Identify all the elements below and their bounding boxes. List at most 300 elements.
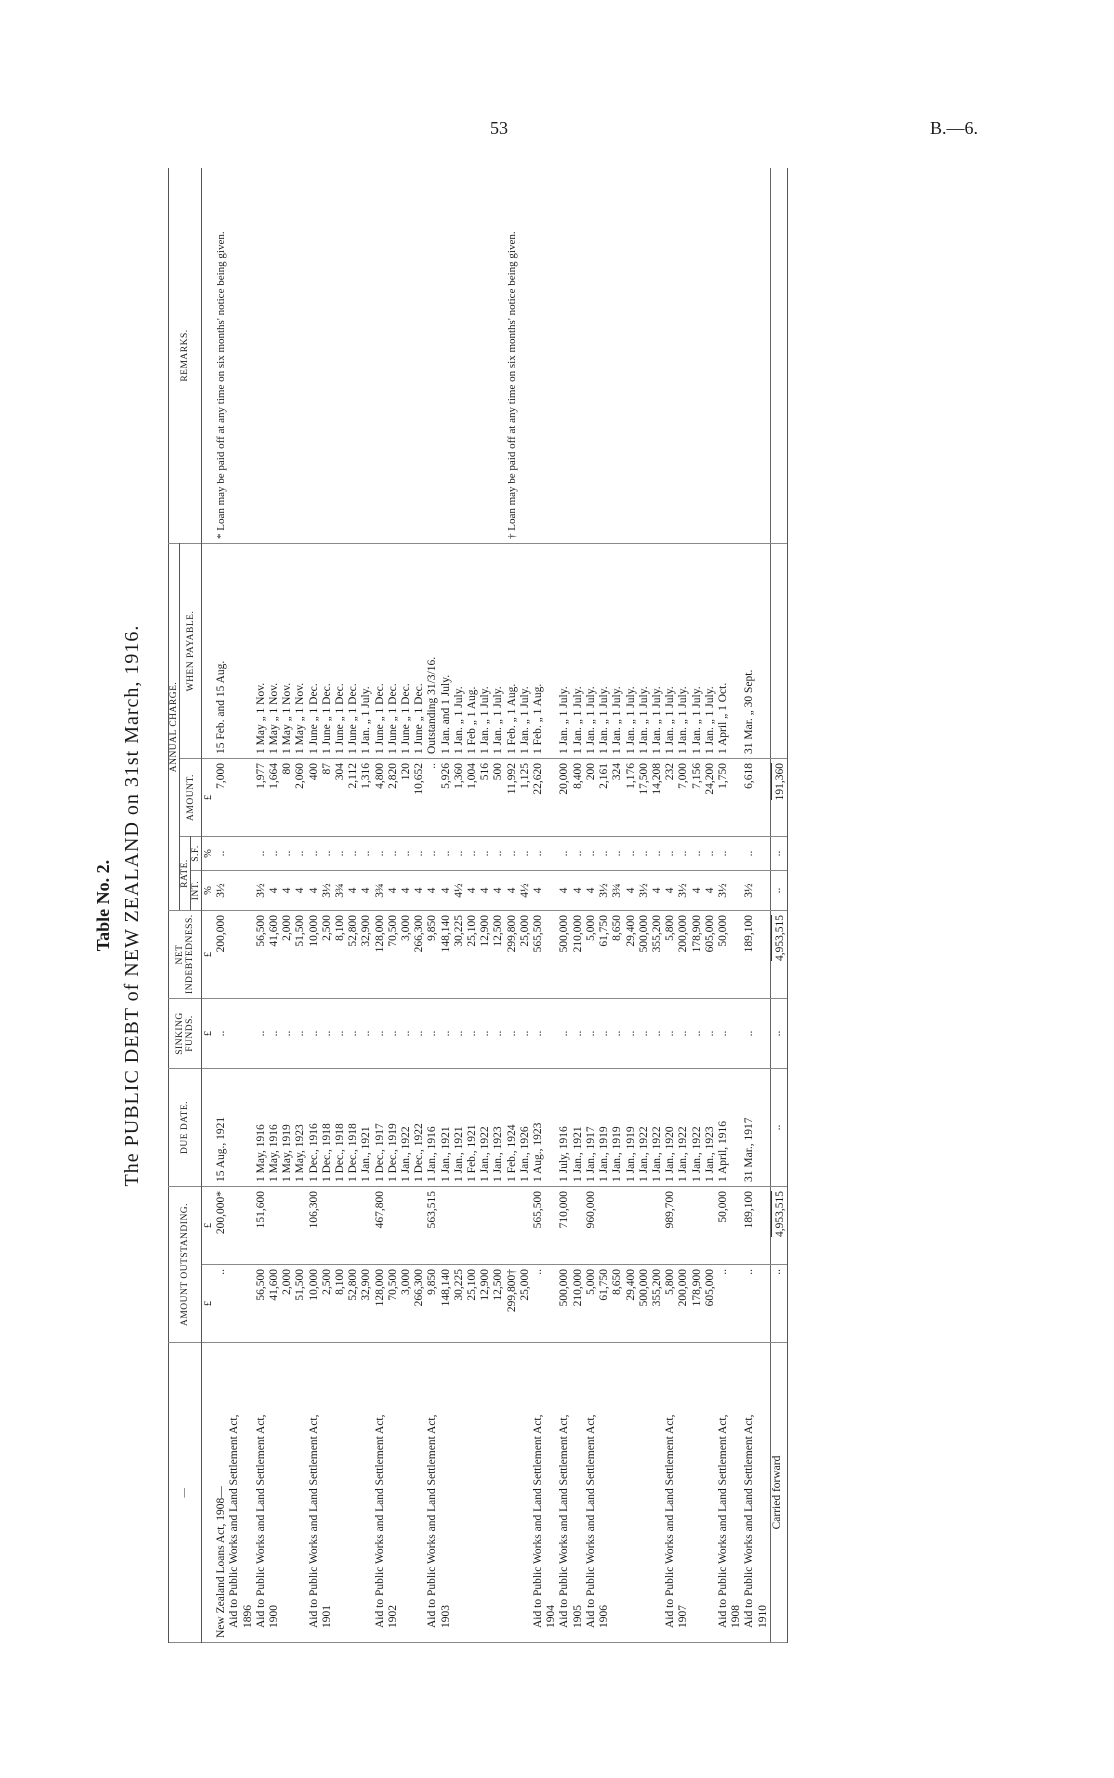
group-total-cell bbox=[479, 1187, 492, 1265]
group-total-cell bbox=[387, 1187, 400, 1265]
rate-int-cell: 4 bbox=[664, 871, 677, 911]
unit-pound: £ bbox=[202, 911, 216, 999]
sinking-funds-cell: .. bbox=[387, 999, 400, 1069]
rate-sf-cell: .. bbox=[651, 837, 664, 871]
rate-sf-cell: .. bbox=[453, 837, 466, 871]
table-row bbox=[704, 168, 717, 1643]
when-payable-cell: 1 Jan. „ 1 July. bbox=[651, 544, 664, 759]
net-indebtedness-cell: 266,300 bbox=[413, 911, 426, 999]
rate-int-cell bbox=[757, 871, 771, 911]
net-indebtedness-cell: 3,000 bbox=[400, 911, 413, 999]
due-date-cell: 1 Jan., 1921 bbox=[440, 1069, 453, 1187]
sinking-funds-cell: .. bbox=[347, 999, 360, 1069]
rate-int-cell: 3½ bbox=[717, 871, 730, 911]
group-total-cell: 565,500 bbox=[532, 1187, 545, 1265]
rotated-table-frame bbox=[90, 168, 990, 1643]
when-payable-cell: 1 Jan. „ 1 July. bbox=[360, 544, 373, 759]
when-payable-cell: 1 June „ 1 Dec. bbox=[308, 544, 321, 759]
rate-sf-cell bbox=[545, 837, 558, 871]
net-indebtedness-cell: 210,000 bbox=[572, 911, 585, 999]
carried-when bbox=[770, 544, 787, 759]
remarks-cell bbox=[743, 168, 756, 544]
remarks-cell bbox=[453, 168, 466, 544]
group-name-line bbox=[506, 1343, 519, 1643]
group-total-cell bbox=[545, 1187, 558, 1265]
amount-outstanding-cell: 70,500 bbox=[387, 1265, 400, 1343]
net-indebtedness-cell: 200,000 bbox=[215, 911, 228, 999]
table-row bbox=[545, 168, 558, 1643]
due-date-cell: 1 Dec., 1916 bbox=[308, 1069, 321, 1187]
net-indebtedness-cell: 61,750 bbox=[598, 911, 611, 999]
rate-int-cell: 4 bbox=[400, 871, 413, 911]
sinking-funds-cell: .. bbox=[281, 999, 294, 1069]
amount-outstanding-cell: 355,200 bbox=[651, 1265, 664, 1343]
remarks-cell bbox=[228, 168, 241, 544]
carried-amount: 191,360 bbox=[771, 763, 787, 800]
due-date-cell: 1 Aug., 1923 bbox=[532, 1069, 545, 1187]
due-date-cell: 1 Jan., 1922 bbox=[479, 1069, 492, 1187]
when-payable-cell: 15 Feb. and 15 Aug. bbox=[215, 544, 228, 759]
when-payable-cell: 1 Feb. „ 1 Aug. bbox=[506, 544, 519, 759]
rate-int-cell bbox=[228, 871, 241, 911]
rate-int-cell: 4 bbox=[281, 871, 294, 911]
group-name-line: Aid to Public Works and Land Settlement Act, bbox=[717, 1343, 730, 1643]
sinking-funds-cell: .. bbox=[625, 999, 638, 1069]
when-payable-cell: 1 June „ 1 Dec. bbox=[387, 544, 400, 759]
net-indebtedness-cell: 299,800 bbox=[506, 911, 519, 999]
group-total-cell bbox=[268, 1187, 281, 1265]
table-row bbox=[374, 168, 387, 1643]
rate-int-cell: 3½ bbox=[677, 871, 690, 911]
annual-amount-cell: 232 bbox=[664, 759, 677, 837]
group-name-line bbox=[625, 1343, 638, 1643]
remarks-cell bbox=[374, 168, 387, 544]
due-date-cell: 1 Dec., 1919 bbox=[387, 1069, 400, 1187]
sinking-funds-cell bbox=[228, 999, 241, 1069]
group-name-line bbox=[492, 1343, 505, 1643]
group-name-line: 1902 bbox=[387, 1343, 400, 1643]
remarks-cell bbox=[625, 168, 638, 544]
table-row bbox=[532, 168, 545, 1643]
amount-outstanding-cell: 500,000 bbox=[638, 1265, 651, 1343]
rate-sf-cell: .. bbox=[294, 837, 307, 871]
table-row bbox=[255, 168, 268, 1643]
sinking-funds-cell: .. bbox=[743, 999, 756, 1069]
sinking-funds-cell: .. bbox=[453, 999, 466, 1069]
amount-outstanding-cell bbox=[730, 1265, 743, 1343]
net-indebtedness-cell: 189,100 bbox=[743, 911, 756, 999]
annual-amount-cell bbox=[545, 759, 558, 837]
due-date-cell: 1 May, 1916 bbox=[268, 1069, 281, 1187]
annual-amount-cell: .. bbox=[426, 759, 439, 837]
due-date-cell bbox=[228, 1069, 241, 1187]
annual-amount-cell: 24,200 bbox=[704, 759, 717, 837]
rate-sf-cell: .. bbox=[532, 837, 545, 871]
net-indebtedness-cell: 200,000 bbox=[677, 911, 690, 999]
remarks-cell bbox=[400, 168, 413, 544]
col-net-indebtedness: NET INDEBTEDNESS. bbox=[169, 911, 202, 999]
sinking-funds-cell: .. bbox=[585, 999, 598, 1069]
col-when-payable: WHEN PAYABLE. bbox=[180, 544, 202, 759]
table-row bbox=[387, 168, 400, 1643]
group-name-line: Aid to Public Works and Land Settlement Act, bbox=[585, 1343, 598, 1643]
amount-outstanding-cell: 41,600 bbox=[268, 1265, 281, 1343]
group-name-line: 1907 bbox=[677, 1343, 690, 1643]
amount-outstanding-cell: 5,000 bbox=[585, 1265, 598, 1343]
rate-int-cell: 3¾ bbox=[334, 871, 347, 911]
group-name-line: 1903 bbox=[440, 1343, 453, 1643]
due-date-cell: 1 Dec., 1917 bbox=[374, 1069, 387, 1187]
table-row bbox=[611, 168, 624, 1643]
due-date-cell: 1 Feb., 1921 bbox=[466, 1069, 479, 1187]
due-date-cell: 1 Jan., 1919 bbox=[625, 1069, 638, 1187]
rate-sf-cell: .. bbox=[664, 837, 677, 871]
net-indebtedness-cell: 8,650 bbox=[611, 911, 624, 999]
due-date-cell: 1 Jan., 1917 bbox=[585, 1069, 598, 1187]
document-code: B.—6. bbox=[930, 118, 979, 138]
sinking-funds-cell: .. bbox=[704, 999, 717, 1069]
table-subtitle: The PUBLIC DEBT of NEW ZEALAND on 31st March, 1916. bbox=[121, 624, 143, 1187]
carried-forward-label: Carried forward bbox=[770, 1343, 787, 1643]
group-name-line: Aid to Public Works and Land Settlement Act, bbox=[308, 1343, 321, 1643]
annual-amount-cell: 304 bbox=[334, 759, 347, 837]
sinking-funds-cell: .. bbox=[413, 999, 426, 1069]
annual-amount-cell: 8,400 bbox=[572, 759, 585, 837]
amount-outstanding-cell: 30,225 bbox=[453, 1265, 466, 1343]
table-row bbox=[558, 168, 571, 1643]
sinking-funds-cell bbox=[545, 999, 558, 1069]
due-date-cell: 1 July, 1916 bbox=[558, 1069, 571, 1187]
group-name-line bbox=[704, 1343, 717, 1643]
table-row bbox=[400, 168, 413, 1643]
when-payable-cell: 1 Jan. „ 1 July. bbox=[572, 544, 585, 759]
rate-int-cell: 4 bbox=[479, 871, 492, 911]
net-indebtedness-cell: 178,900 bbox=[691, 911, 704, 999]
amount-outstanding-cell: 266,300 bbox=[413, 1265, 426, 1343]
when-payable-cell: 1 June „ 1 Dec. bbox=[413, 544, 426, 759]
rate-int-cell: 4 bbox=[426, 871, 439, 911]
annual-amount-cell: 20,000 bbox=[558, 759, 571, 837]
annual-amount-cell: 400 bbox=[308, 759, 321, 837]
when-payable-cell: 1 May „ 1 Nov. bbox=[268, 544, 281, 759]
net-indebtedness-cell: 25,000 bbox=[519, 911, 532, 999]
group-total-cell bbox=[321, 1187, 334, 1265]
annual-amount-cell: 10,652 bbox=[413, 759, 426, 837]
remarks-cell bbox=[308, 168, 321, 544]
unit-percent: % bbox=[202, 837, 216, 871]
rate-sf-cell: .. bbox=[677, 837, 690, 871]
group-name-line bbox=[638, 1343, 651, 1643]
amount-outstanding-cell: 9,850 bbox=[426, 1265, 439, 1343]
net-indebtedness-cell: 500,000 bbox=[638, 911, 651, 999]
amount-outstanding-cell: 51,500 bbox=[294, 1265, 307, 1343]
group-total-cell bbox=[572, 1187, 585, 1265]
unit-row bbox=[202, 168, 216, 1643]
due-date-cell bbox=[730, 1069, 743, 1187]
remarks-cell bbox=[413, 168, 426, 544]
table-row bbox=[598, 168, 611, 1643]
due-date-cell: 1 Jan., 1922 bbox=[651, 1069, 664, 1187]
group-total-cell: 189,100 bbox=[743, 1187, 756, 1265]
group-total-cell bbox=[294, 1187, 307, 1265]
sinking-funds-cell: .. bbox=[611, 999, 624, 1069]
carried-total: 4,953,515 bbox=[771, 1191, 787, 1237]
rate-int-cell: 4 bbox=[572, 871, 585, 911]
remarks-cell bbox=[294, 168, 307, 544]
remarks-cell: † Loan may be paid off at any time on six months' notice being given. bbox=[506, 168, 519, 544]
rate-sf-cell: .. bbox=[704, 837, 717, 871]
amount-outstanding-cell: 605,000 bbox=[704, 1265, 717, 1343]
annual-amount-cell: 1,360 bbox=[453, 759, 466, 837]
group-total-cell bbox=[625, 1187, 638, 1265]
rate-int-cell: 4 bbox=[440, 871, 453, 911]
table-row bbox=[638, 168, 651, 1643]
group-name-line: 1906 bbox=[598, 1343, 611, 1643]
rate-sf-cell: .. bbox=[492, 837, 505, 871]
sinking-funds-cell: .. bbox=[691, 999, 704, 1069]
annual-amount-cell: 6,618 bbox=[743, 759, 756, 837]
due-date-cell bbox=[242, 1069, 255, 1187]
rate-int-cell: 4 bbox=[492, 871, 505, 911]
group-name-line bbox=[281, 1343, 294, 1643]
amount-outstanding-cell: 10,000 bbox=[308, 1265, 321, 1343]
group-name-line: 1905 bbox=[572, 1343, 585, 1643]
rate-int-cell: 4 bbox=[506, 871, 519, 911]
due-date-cell: 1 Jan., 1923 bbox=[492, 1069, 505, 1187]
net-indebtedness-cell: 2,000 bbox=[281, 911, 294, 999]
net-indebtedness-cell: 5,000 bbox=[585, 911, 598, 999]
annual-amount-cell: 324 bbox=[611, 759, 624, 837]
remarks-cell bbox=[321, 168, 334, 544]
col-rate-sf: S.F. bbox=[191, 837, 202, 871]
rate-int-cell: 4 bbox=[532, 871, 545, 911]
due-date-cell: 1 May, 1923 bbox=[294, 1069, 307, 1187]
rate-sf-cell: .. bbox=[347, 837, 360, 871]
table-row bbox=[453, 168, 466, 1643]
when-payable-cell: 1 Jan. „ 1 July. bbox=[611, 544, 624, 759]
rate-sf-cell: .. bbox=[321, 837, 334, 871]
table-row bbox=[294, 168, 307, 1643]
sinking-funds-cell: .. bbox=[215, 999, 228, 1069]
annual-amount-cell: 17,500 bbox=[638, 759, 651, 837]
due-date-cell: 1 Jan., 1926 bbox=[519, 1069, 532, 1187]
remarks-cell bbox=[281, 168, 294, 544]
group-name-line: Aid to Public Works and Land Settlement Act, bbox=[743, 1343, 756, 1643]
amount-outstanding-cell bbox=[242, 1265, 255, 1343]
remarks-cell bbox=[242, 168, 255, 544]
sinking-funds-cell: .. bbox=[492, 999, 505, 1069]
net-indebtedness-cell: 52,800 bbox=[347, 911, 360, 999]
rate-sf-cell: .. bbox=[743, 837, 756, 871]
annual-amount-cell bbox=[730, 759, 743, 837]
rate-int-cell: 3½ bbox=[255, 871, 268, 911]
annual-amount-cell bbox=[757, 759, 771, 837]
due-date-cell: 1 Jan., 1919 bbox=[598, 1069, 611, 1187]
annual-amount-cell: 2,161 bbox=[598, 759, 611, 837]
annual-amount-cell: 1,125 bbox=[519, 759, 532, 837]
table-row bbox=[519, 168, 532, 1643]
group-name-line: 1904 bbox=[545, 1343, 558, 1643]
due-date-cell: 1 Jan., 1919 bbox=[611, 1069, 624, 1187]
net-indebtedness-cell: 500,000 bbox=[558, 911, 571, 999]
rate-int-cell: 3¾ bbox=[611, 871, 624, 911]
net-indebtedness-cell: 41,600 bbox=[268, 911, 281, 999]
net-indebtedness-cell: 12,900 bbox=[479, 911, 492, 999]
rate-sf-cell: .. bbox=[625, 837, 638, 871]
net-indebtedness-cell: 32,900 bbox=[360, 911, 373, 999]
table-row bbox=[506, 168, 519, 1643]
amount-outstanding-cell: 52,800 bbox=[347, 1265, 360, 1343]
net-indebtedness-cell: 10,000 bbox=[308, 911, 321, 999]
net-indebtedness-cell: 51,500 bbox=[294, 911, 307, 999]
remarks-cell bbox=[691, 168, 704, 544]
sinking-funds-cell: .. bbox=[308, 999, 321, 1069]
annual-amount-cell: 7,000 bbox=[677, 759, 690, 837]
rate-sf-cell: .. bbox=[466, 837, 479, 871]
annual-amount-cell: 22,620 bbox=[532, 759, 545, 837]
sinking-funds-cell bbox=[730, 999, 743, 1069]
due-date-cell: 1 April, 1916 bbox=[717, 1069, 730, 1187]
remarks-cell bbox=[387, 168, 400, 544]
annual-amount-cell: 5,926 bbox=[440, 759, 453, 837]
annual-amount-cell: 1,176 bbox=[625, 759, 638, 837]
when-payable-cell: 1 Jan. „ 1 July. bbox=[625, 544, 638, 759]
rate-int-cell: 3½ bbox=[743, 871, 756, 911]
table-row bbox=[360, 168, 373, 1643]
table-row bbox=[281, 168, 294, 1643]
amount-outstanding-cell: .. bbox=[215, 1265, 228, 1343]
rate-int-cell: 4 bbox=[347, 871, 360, 911]
sinking-funds-cell: .. bbox=[268, 999, 281, 1069]
net-indebtedness-cell: 50,000 bbox=[717, 911, 730, 999]
amount-outstanding-cell bbox=[545, 1265, 558, 1343]
net-indebtedness-cell: 25,100 bbox=[466, 911, 479, 999]
group-name-line: 1901 bbox=[321, 1343, 334, 1643]
group-total-cell bbox=[466, 1187, 479, 1265]
rate-sf-cell: .. bbox=[611, 837, 624, 871]
when-payable-cell: 1 Jan. „ 1 July. bbox=[492, 544, 505, 759]
table-row bbox=[426, 168, 439, 1643]
due-date-cell: 1 Jan., 1920 bbox=[664, 1069, 677, 1187]
when-payable-cell: 1 Jan. „ 1 July. bbox=[585, 544, 598, 759]
annual-amount-cell: 2,060 bbox=[294, 759, 307, 837]
amount-outstanding-cell bbox=[757, 1265, 771, 1343]
amount-outstanding-cell: 210,000 bbox=[572, 1265, 585, 1343]
net-indebtedness-cell bbox=[730, 911, 743, 999]
unit-pound: £ bbox=[202, 1187, 216, 1265]
when-payable-cell: 1 April „ 1 Oct. bbox=[717, 544, 730, 759]
net-indebtedness-cell: 9,850 bbox=[426, 911, 439, 999]
net-indebtedness-cell: 12,500 bbox=[492, 911, 505, 999]
net-indebtedness-cell: 56,500 bbox=[255, 911, 268, 999]
remarks-cell bbox=[334, 168, 347, 544]
due-date-cell: 1 Jan., 1922 bbox=[400, 1069, 413, 1187]
rate-int-cell: 4½ bbox=[453, 871, 466, 911]
rate-sf-cell: .. bbox=[215, 837, 228, 871]
group-total-cell bbox=[440, 1187, 453, 1265]
group-total-cell bbox=[492, 1187, 505, 1265]
when-payable-cell: 1 June „ 1 Dec. bbox=[347, 544, 360, 759]
group-total-cell bbox=[691, 1187, 704, 1265]
group-name-line: 1900 bbox=[268, 1343, 281, 1643]
due-date-cell: 1 Jan., 1916 bbox=[426, 1069, 439, 1187]
remarks-cell bbox=[479, 168, 492, 544]
amount-outstanding-cell: 148,140 bbox=[440, 1265, 453, 1343]
net-indebtedness-cell: 148,140 bbox=[440, 911, 453, 999]
remarks-cell bbox=[638, 168, 651, 544]
net-indebtedness-cell: 5,800 bbox=[664, 911, 677, 999]
due-date-cell: 1 Feb., 1924 bbox=[506, 1069, 519, 1187]
net-indebtedness-cell: 70,500 bbox=[387, 911, 400, 999]
rate-int-cell: 4 bbox=[466, 871, 479, 911]
net-indebtedness-cell bbox=[242, 911, 255, 999]
amount-outstanding-cell: 56,500 bbox=[255, 1265, 268, 1343]
table-row bbox=[730, 168, 743, 1643]
col-sinking-funds: SINKING FUNDS. bbox=[169, 999, 202, 1069]
annual-amount-cell: 11,992 bbox=[506, 759, 519, 837]
annual-amount-cell: 87 bbox=[321, 759, 334, 837]
group-name-line: 1896 bbox=[242, 1343, 255, 1643]
amount-outstanding-cell: 12,500 bbox=[492, 1265, 505, 1343]
annual-amount-cell: 500 bbox=[492, 759, 505, 837]
rate-sf-cell bbox=[242, 837, 255, 871]
table-row bbox=[479, 168, 492, 1643]
sinking-funds-cell: .. bbox=[479, 999, 492, 1069]
amount-outstanding-cell: 61,750 bbox=[598, 1265, 611, 1343]
remarks-cell bbox=[466, 168, 479, 544]
sinking-funds-cell bbox=[242, 999, 255, 1069]
net-indebtedness-cell: 30,225 bbox=[453, 911, 466, 999]
when-payable-cell bbox=[228, 544, 241, 759]
sinking-funds-cell: .. bbox=[426, 999, 439, 1069]
rate-int-cell: 3½ bbox=[598, 871, 611, 911]
group-total-cell bbox=[519, 1187, 532, 1265]
when-payable-cell: 1 Jan. „ 1 July. bbox=[691, 544, 704, 759]
sinking-funds-cell: .. bbox=[294, 999, 307, 1069]
remarks-cell bbox=[598, 168, 611, 544]
group-name-line: New Zealand Loans Act, 1908— bbox=[215, 1343, 228, 1643]
remarks-cell bbox=[532, 168, 545, 544]
col-annual-charge: ANNUAL CHARGE. bbox=[169, 544, 180, 911]
sinking-funds-cell: .. bbox=[400, 999, 413, 1069]
rate-sf-cell: .. bbox=[374, 837, 387, 871]
table-row bbox=[717, 168, 730, 1643]
sinking-funds-cell: .. bbox=[532, 999, 545, 1069]
group-name-line: Aid to Public Works and Land Settlement Act, bbox=[532, 1343, 545, 1643]
table-row bbox=[757, 168, 771, 1643]
group-name-line bbox=[360, 1343, 373, 1643]
when-payable-cell: 1 Jan. „ 1 July. bbox=[598, 544, 611, 759]
group-total-cell: 563,515 bbox=[426, 1187, 439, 1265]
annual-amount-cell: 14,208 bbox=[651, 759, 664, 837]
sinking-funds-cell: .. bbox=[664, 999, 677, 1069]
amount-outstanding-cell: 178,900 bbox=[691, 1265, 704, 1343]
remarks-cell bbox=[572, 168, 585, 544]
amount-outstanding-cell: 128,000 bbox=[374, 1265, 387, 1343]
table-row bbox=[321, 168, 334, 1643]
when-payable-cell: 1 Jan. „ 1 July. bbox=[664, 544, 677, 759]
sinking-funds-cell: .. bbox=[255, 999, 268, 1069]
net-indebtedness-cell bbox=[228, 911, 241, 999]
group-total-cell: 200,000* bbox=[215, 1187, 228, 1265]
rate-int-cell: 4 bbox=[413, 871, 426, 911]
rate-int-cell: 4 bbox=[704, 871, 717, 911]
rate-sf-cell: .. bbox=[360, 837, 373, 871]
amount-outstanding-cell: 3,000 bbox=[400, 1265, 413, 1343]
group-name-line bbox=[334, 1343, 347, 1643]
sinking-funds-cell: .. bbox=[717, 999, 730, 1069]
amount-outstanding-cell: .. bbox=[717, 1265, 730, 1343]
